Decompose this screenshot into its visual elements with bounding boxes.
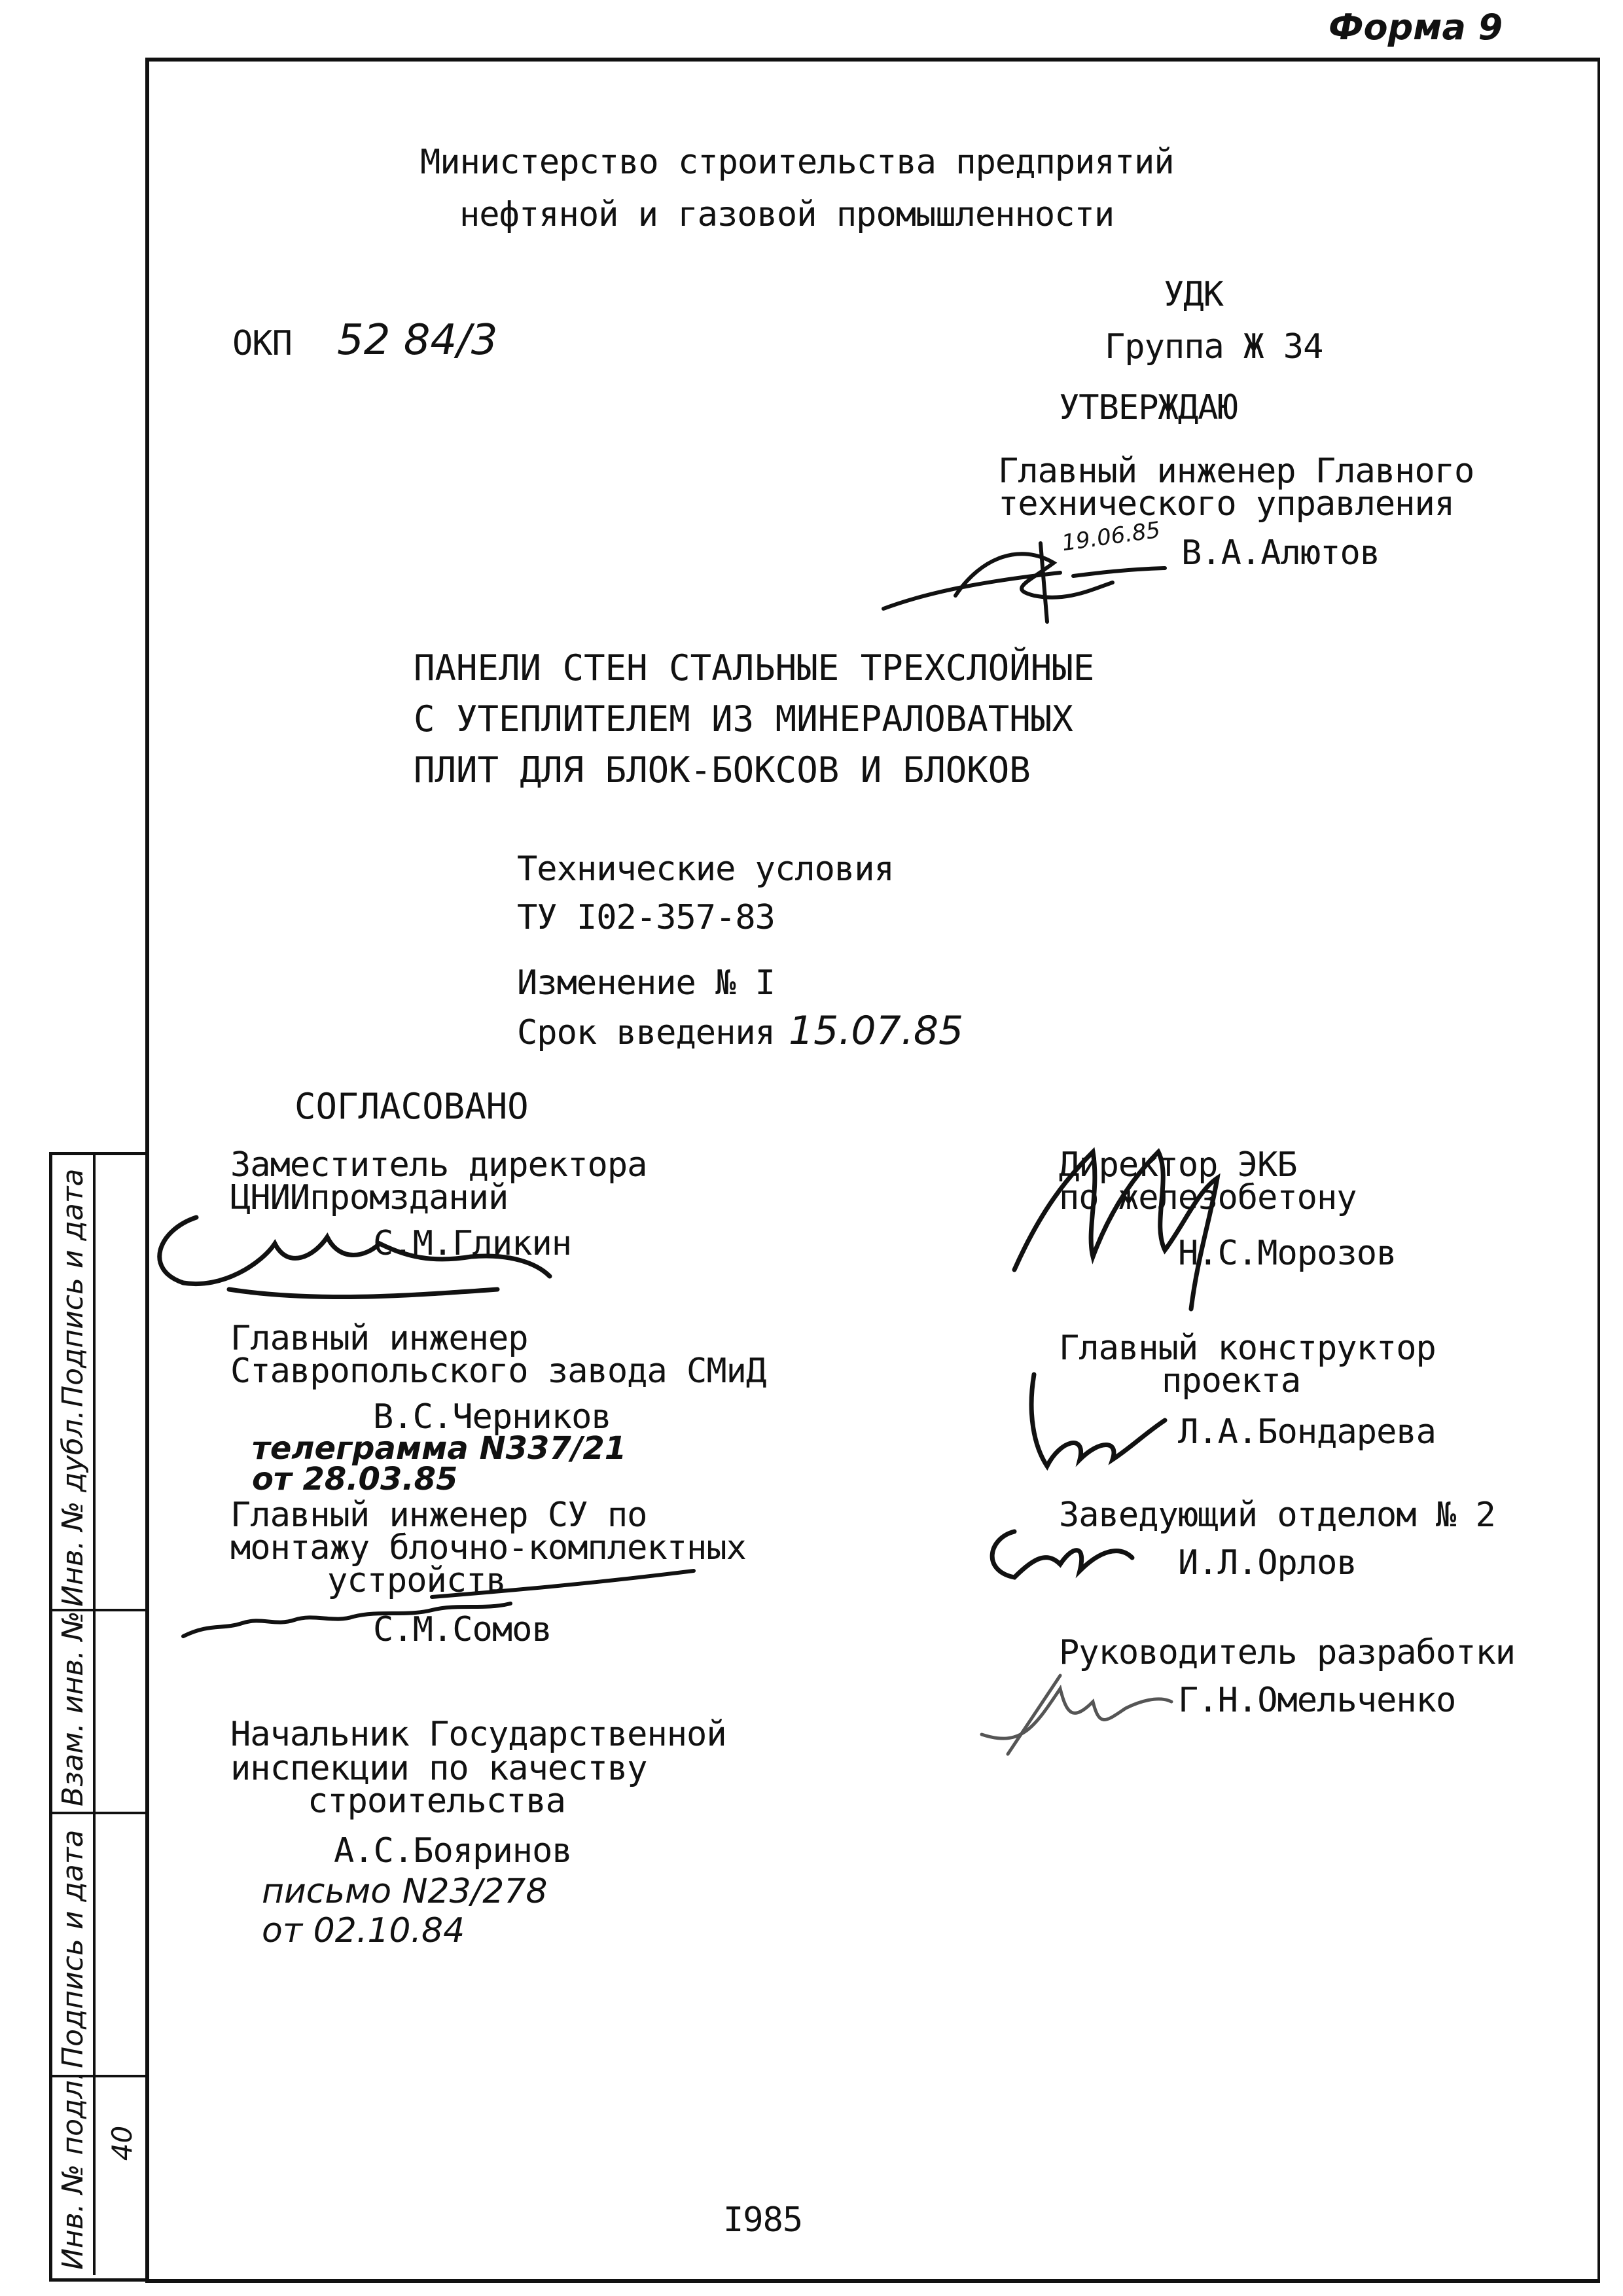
side-strip-inv-value: 40 <box>106 2125 139 2161</box>
right-4-signature-icon <box>969 1649 1178 1767</box>
left-1-line-2: ЦНИИпромзданий <box>230 1178 508 1217</box>
right-3-line-1: Заведующий отделом № 2 <box>1059 1496 1495 1535</box>
left-4-name: А.С.Бояринов <box>334 1831 572 1871</box>
left-4-line-2: инспекции по качеству <box>230 1749 647 1788</box>
title-line-3: ПЛИТ ДЛЯ БЛОК-БОКСОВ И БЛОКОВ <box>414 749 1031 791</box>
side-strip-rule-2 <box>52 1812 145 1814</box>
group-label: Группа Ж 34 <box>1105 327 1323 367</box>
right-4-line-1: Руководитель разработки <box>1059 1633 1516 1672</box>
left-4-note-1: письмо N23/278 <box>262 1872 548 1911</box>
right-3-name: И.Л.Орлов <box>1178 1543 1357 1583</box>
right-2-line-2: проекта <box>1162 1361 1301 1401</box>
approve-signature-icon <box>877 517 1191 628</box>
ministry-line-2: нефтяной и газовой промышленности <box>459 195 1115 234</box>
title-line-2: С УТЕПЛИТЕЛЕМ ИЗ МИНЕРАЛОВАТНЫХ <box>414 698 1073 740</box>
ministry-line-1: Министерство строительства предприятий <box>420 143 1174 182</box>
left-3-line-2: монтажу блочно-комплектных <box>230 1528 746 1568</box>
left-3-name: С.М.Сомов <box>373 1610 552 1649</box>
approve-position-1: Главный инженер Главного <box>998 452 1474 491</box>
left-3-line-1: Главный инженер СУ по <box>230 1496 647 1535</box>
side-strip-label-3: Взам. инв. № <box>56 1611 90 1806</box>
approve-name: В.А.Алютов <box>1181 533 1380 573</box>
left-2-note-1: телеграмма N337/21 <box>252 1430 627 1467</box>
left-1-name: С.М.Гликин <box>373 1224 572 1263</box>
right-1-line-1: Директор ЭКБ <box>1059 1145 1297 1185</box>
right-2-signature-icon <box>1008 1361 1191 1479</box>
approve-position-2: технического управления <box>998 484 1455 524</box>
side-strip-label-4: Инв. № дубл. <box>56 1409 90 1607</box>
spec-type: Технические условия <box>517 850 894 889</box>
left-4-note-2: от 02.10.84 <box>262 1911 465 1950</box>
right-4-name: Г.Н.Омельченко <box>1178 1681 1456 1720</box>
agreed-header: СОГЛАСОВАНО <box>294 1086 529 1127</box>
left-4-line-3: строительства <box>308 1782 565 1821</box>
right-1-name: Н.С.Морозов <box>1178 1234 1397 1273</box>
left-1-signature-icon <box>131 1191 576 1322</box>
form-label: Форма 9 <box>1329 7 1503 48</box>
right-2-line-1: Главный конструктор <box>1059 1329 1436 1368</box>
spec-term-value: 15.07.85 <box>789 1008 964 1054</box>
side-strip-label-5: Подпись и дата <box>56 1168 90 1407</box>
spec-change: Изменение № I <box>517 963 775 1003</box>
right-3-signature-icon <box>975 1505 1145 1597</box>
left-3-line-3: устройств <box>327 1561 506 1600</box>
left-2-name: В.С.Черников <box>373 1397 611 1437</box>
left-4-line-1: Начальник Государственной <box>230 1715 726 1754</box>
year: I985 <box>723 2200 803 2240</box>
spec-term-label: Срок введения <box>517 1013 775 1052</box>
left-1-line-1: Заместитель директора <box>230 1145 647 1185</box>
right-1-signature-icon <box>1001 1113 1276 1322</box>
approve-header: УТВЕРЖДАЮ <box>1059 388 1238 427</box>
spec-number: ТУ I02-357-83 <box>517 898 775 937</box>
side-strip-label-2: Подпись и дата <box>56 1829 90 2068</box>
right-1-line-2: по железобетону <box>1059 1178 1357 1217</box>
okp-value: 52 84/3 <box>337 316 498 365</box>
left-2-line-1: Главный инженер <box>230 1319 528 1358</box>
okp-label: ОКП <box>232 324 292 363</box>
right-2-name: Л.А.Бондарева <box>1178 1412 1436 1452</box>
left-2-note-2: от 28.03.85 <box>252 1461 458 1498</box>
title-line-1: ПАНЕЛИ СТЕН СТАЛЬНЫЕ ТРЕХСЛОЙНЫЕ <box>414 647 1095 689</box>
approve-date: 19.06.85 <box>1060 516 1162 557</box>
left-2-line-2: Ставропольского завода СМиД <box>230 1352 766 1391</box>
left-3-signature-icon <box>170 1558 746 1656</box>
udk-label: УДК <box>1164 275 1223 314</box>
side-strip-label-1: Инв. № подл. <box>56 2071 90 2270</box>
